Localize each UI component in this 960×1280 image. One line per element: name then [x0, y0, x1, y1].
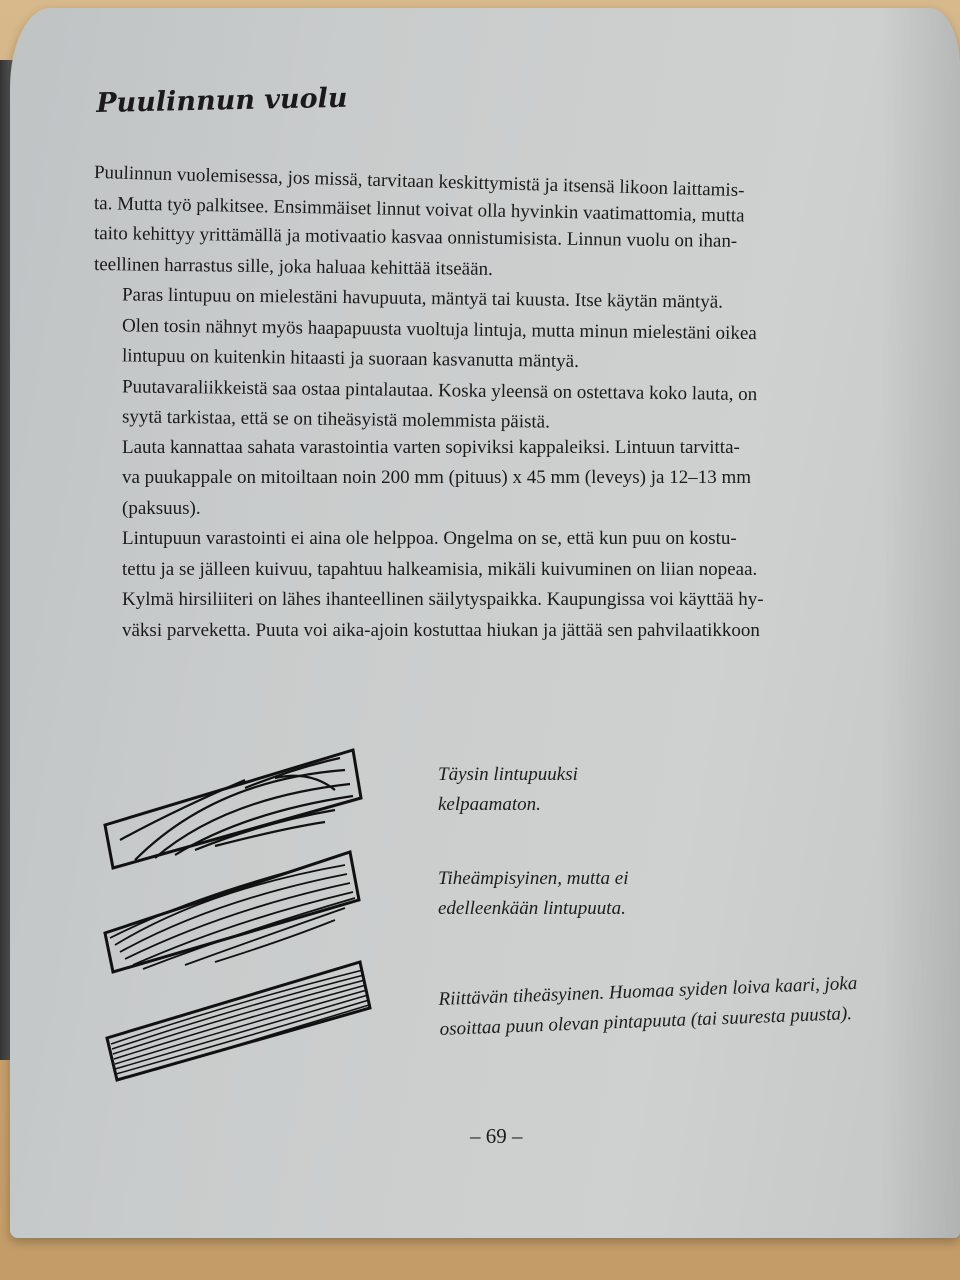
caption-line: edelleenkään lintupuuta.: [438, 898, 626, 919]
paragraph-1: [94, 158, 874, 280]
caption-line: osoittaa puun olevan pintapuuta (tai suuresta puusta).: [439, 1003, 853, 1040]
text-line: Puutavaraliikkeistä saa ostaa pintalautaa. Koska yleensä on ostettava koko lauta, on: [121, 375, 758, 405]
caption-board-1: [438, 760, 578, 820]
text-line: tettu ja se jälleen kuivuu, tapahtuu halkeamisia, mikäli kuivuminen on liian nopeaa.: [122, 558, 758, 580]
paragraph-5: [94, 524, 874, 646]
paragraph-2: [94, 280, 874, 372]
paragraph-4: [94, 433, 874, 525]
page-title: Puulinnun vuolu: [96, 82, 348, 119]
text-line: va puukappale on mitoiltaan noin 200 mm (pituus) x 45 mm (leveys) ja 12–13 mm: [122, 467, 752, 488]
board-medium-grain-illustration: [105, 852, 359, 972]
text-line: Kylmä hirsiliiteri on lähes ihanteellinen säilytyspaikka. Kaupungissa voi käyttää hy-: [122, 589, 764, 610]
text-line: Olen tosin nähnyt myös haapapuusta vuoltuja lintuja, mutta minun mielestäni oikea: [121, 314, 757, 344]
board-fine-grain-illustration: [107, 962, 370, 1080]
text-line: taito kehittyy yrittämällä ja motivaatio kasvaa onnistumisista. Linnun vuolu on ihan-: [93, 223, 738, 252]
page-number: – 69 –: [470, 1124, 523, 1148]
caption-board-2: [438, 864, 629, 924]
text-line: teellinen harrastus sille, joka haluaa kehittää itseään.: [93, 253, 493, 280]
page-shadow: [880, 8, 960, 1238]
text-line: syytä tarkistaa, että se on tiheäsyistä molemmista päistä.: [121, 406, 551, 433]
text-line: lintupuu on kuitenkin hitaasti ja suoraan kasvanutta mäntyä.: [121, 345, 580, 372]
text-line: Puulinnun vuolemisessa, jos missä, tarvitaan keskittymistä ja itsensä likoon laittamis-: [93, 162, 745, 202]
body-text: [94, 158, 874, 646]
caption-line: Riittävän tiheäsyinen. Huomaa syiden loiva kaari, joka: [438, 972, 858, 1010]
caption-line: kelpaamaton.: [438, 794, 541, 815]
text-line: (paksuus).: [122, 497, 201, 519]
wood-grain-illustrations: [95, 740, 395, 1100]
caption-line: Tiheämpisyinen, mutta ei: [438, 868, 629, 889]
text-line: ta. Mutta työ palkitsee. Ensimmäiset linnut voivat olla hyvinkin vaatimattomia, mutta: [93, 192, 745, 226]
text-line: väksi parveketta. Puuta voi aika-ajoin kostuttaa hiukan ja jättää sen pahvilaatikkoon: [122, 619, 760, 641]
text-line: Lauta kannattaa sahata varastointia varten sopiviksi kappaleiksi. Lintuun tarvitta-: [122, 436, 740, 458]
board-wide-grain-illustration: [105, 750, 361, 868]
caption-line: Täysin lintupuuksi: [438, 764, 578, 785]
text-line: Paras lintupuu on mielestäni havupuuta, mäntyä tai kuusta. Itse käytän mäntyä.: [121, 284, 724, 313]
paragraph-3: [94, 372, 874, 433]
text-line: Lintupuun varastointi ei aina ole helppoa. Ongelma on se, että kun puu on kostu-: [122, 528, 737, 549]
